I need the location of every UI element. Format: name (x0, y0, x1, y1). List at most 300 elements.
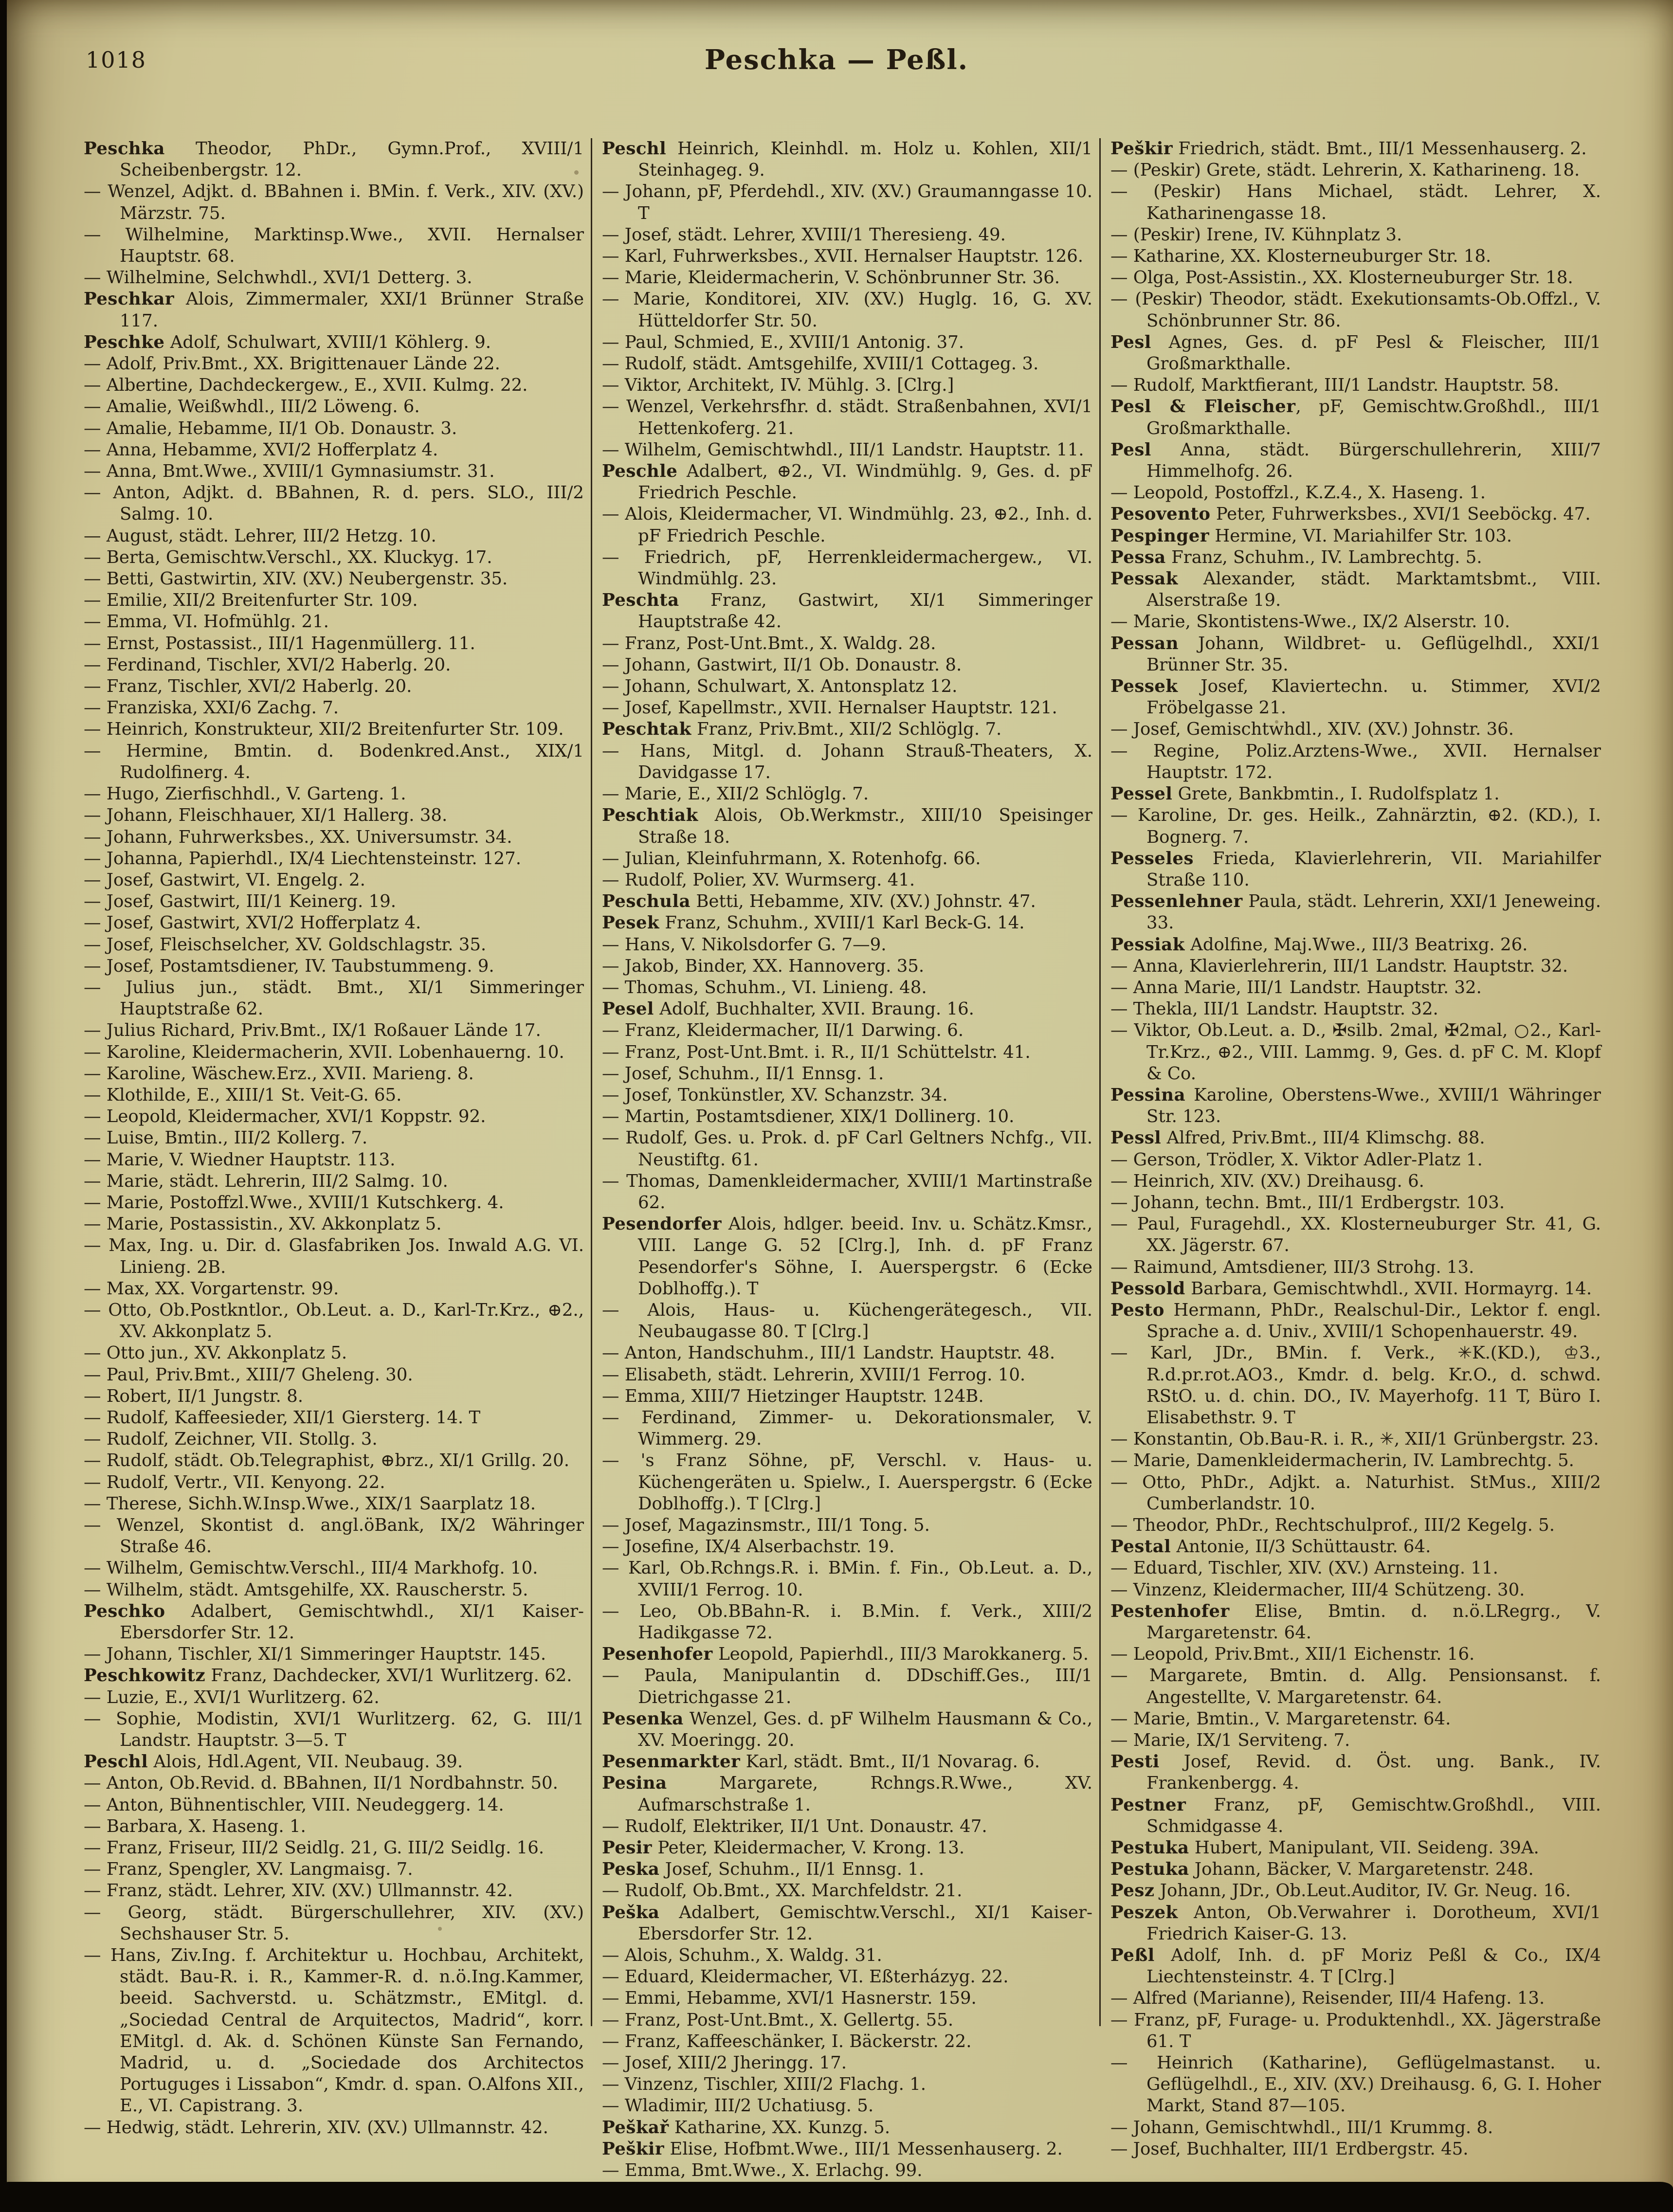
entry-text: Franz, Dachdecker, XVI/1 Wurlitzerg. 62. (211, 1666, 572, 1686)
directory-entry (602, 1127, 1092, 1170)
column-3-entries (1101, 138, 1608, 2160)
entry-text: Adalbert, ⊕2., VI. Windmühlg. 9, Ges. d. pF Friedrich Peschle. (638, 461, 1092, 503)
entry-text: Elise, Hofbmt.Wwe., III/1 Messenhauserg. 2. (670, 2139, 1063, 2159)
directory-entry (1110, 1085, 1601, 1127)
entry-text: — Marie, E., XII/2 Schlöglg. 7. (602, 784, 869, 804)
entry-text: — Amalie, Hebamme, II/1 Ob. Donaustr. 3. (84, 418, 457, 438)
entry-text: — Johann, Schulwart, X. Antonsplatz 12. (602, 676, 958, 697)
directory-entry (602, 633, 1092, 654)
directory-entry (1110, 267, 1601, 289)
directory-entry (1110, 1945, 1601, 1988)
entry-text: — Josef, Postamtsdiener, IV. Taubstummeng. 9. (84, 956, 494, 976)
directory-entry (84, 676, 584, 697)
directory-entry (84, 1708, 584, 1751)
entry-text: — Josef, Schuhm., II/1 Ennsg. 1. (602, 1063, 884, 1084)
directory-entry (602, 590, 1092, 633)
directory-entry (602, 1859, 1092, 1880)
entry-text: — Josef, Gastwirt, XVI/2 Hofferplatz 4. (84, 913, 421, 933)
directory-entry (602, 2031, 1092, 2052)
entry-headword: Pestenhofer (1110, 1601, 1230, 1621)
directory-entry (602, 1880, 1092, 1902)
directory-entry (602, 2160, 1092, 2181)
directory-entry (602, 396, 1092, 439)
directory-entry (602, 891, 1092, 912)
directory-entry (84, 439, 584, 461)
entry-text: — Karoline, Dr. ges. Heilk., Zahnärztin, ⊕2. (KD.), I. Bognerg. 7. (1110, 805, 1601, 847)
entry-text: — Karl, JDr., BMin. f. Verk., ✳K.(KD.), ♔3., R.d.pr.rot.AO3., Kmdr. d. belg. Kr.O., d. schwd. RStO. u. d. chin. DO., IV. Mayerhofg. 11 T, Büro I. Elisabethstr. 9. T (1110, 1343, 1601, 1428)
directory-entry (1110, 1859, 1601, 1880)
directory-entry (1110, 160, 1601, 181)
entry-text: — Max, Ing. u. Dir. d. Glasfabriken Jos. Inwald A.G. VI. Linieng. 2B. (84, 1235, 584, 1277)
entry-text: — (Peskir) Grete, städt. Lehrerin, X. Katharineng. 18. (1110, 160, 1580, 181)
directory-entry (602, 998, 1092, 1020)
entry-text: — Theodor, PhDr., Rechtschulprof., III/2 Kegelg. 5. (1110, 1515, 1555, 1535)
entry-text: — Marie, Kleidermacherin, V. Schönbrunner Str. 36. (602, 268, 1060, 288)
directory-entry (602, 289, 1092, 331)
directory-entry (84, 783, 584, 805)
directory-entry (1110, 1751, 1601, 1794)
entry-text: — Barbara, X. Haseng. 1. (84, 1816, 306, 1836)
entry-text: — Rudolf, Ob.Bmt., XX. Marchfeldstr. 21. (602, 1881, 963, 1901)
directory-entry (1110, 375, 1601, 396)
directory-entry (1110, 1127, 1601, 1149)
directory-entry (84, 1235, 584, 1278)
entry-text: — Georg, städt. Bürgerschullehrer, XIV. (XV.) Sechshauser Str. 5. (84, 1902, 584, 1944)
entry-headword: Pestner (1110, 1795, 1186, 1815)
entry-text: — Marie, Konditorei, XIV. (XV.) Huglg. 16, G. XV. Hütteldorfer Str. 50. (602, 289, 1092, 331)
entry-text: — Heinrich, XIV. (XV.) Dreihausg. 6. (1110, 1171, 1424, 1191)
entry-text: , pF, Gemischtw.Großhdl., III/1 Großmarkthalle. (1146, 397, 1601, 438)
entry-text: — Gerson, Trödler, X. Viktor Adler-Platz 1. (1110, 1149, 1483, 1170)
directory-entry (602, 719, 1092, 740)
entry-headword: Pestuka (1110, 1859, 1189, 1880)
entry-text: — Thomas, Schuhm., VI. Linieng. 48. (602, 977, 927, 997)
directory-entry (1110, 1988, 1601, 2009)
directory-entry (1110, 633, 1601, 676)
scan-edge-left (0, 0, 7, 2212)
directory-entry (602, 353, 1092, 375)
entry-text: Katharine, XX. Kunzg. 5. (674, 2117, 891, 2138)
directory-entry (1110, 1644, 1601, 1665)
directory-entry (602, 1816, 1092, 1837)
entry-text: — Karoline, Kleidermacherin, XVII. Lobenhauerng. 10. (84, 1042, 564, 1062)
directory-entry (602, 1773, 1092, 1815)
entry-text: Wenzel, Ges. d. pF Wilhelm Hausmann & Co., XV. Moeringg. 20. (638, 1708, 1092, 1751)
entry-text: — Josef, Gastwirt, III/1 Keinerg. 19. (84, 891, 397, 912)
directory-entry (1110, 1665, 1601, 1708)
entry-text: — Franz, städt. Lehrer, XIV. (XV.) Ullmannstr. 42. (84, 1881, 513, 1901)
entry-text: — Amalie, Weißwhdl., III/2 Löweng. 6. (84, 397, 420, 417)
directory-entry (84, 526, 584, 547)
directory-entry (1110, 998, 1601, 1020)
directory-entry (1110, 977, 1601, 998)
directory-entry (84, 1063, 584, 1085)
entry-text: — Alois, Schuhm., X. Waldg. 31. (602, 1945, 882, 1966)
entry-text: Frieda, Klavierlehrerin, VII. Mariahilfer Straße 110. (1146, 848, 1601, 890)
directory-entry (602, 1601, 1092, 1644)
entry-text: — Leopold, Kleidermacher, XVI/1 Koppstr. 92. (84, 1106, 486, 1127)
directory-entry (1110, 396, 1601, 439)
directory-entry (84, 633, 584, 654)
entry-text: — Otto, PhDr., Adjkt. a. Naturhist. StMus., XIII/2 Cumberlandstr. 10. (1110, 1472, 1601, 1514)
entry-headword: Pestuka (1110, 1838, 1189, 1858)
entry-text: Adolf, Schulwart, XVIII/1 Köhlerg. 9. (170, 332, 491, 352)
directory-entry (1110, 741, 1601, 783)
directory-entry (602, 1945, 1092, 1966)
entry-text: — Josef, Gastwirt, VI. Engelg. 2. (84, 870, 365, 890)
entry-text: — Olga, Post-Assistin., XX. Klosterneuburger Str. 18. (1110, 268, 1573, 288)
entry-text: — Anton, Ob.Revid. d. BBahnen, II/1 Nordbahnstr. 50. (84, 1773, 558, 1794)
entry-text: — Anna, Bmt.Wwe., XVIII/1 Gymnasiumstr. 31. (84, 461, 495, 482)
entry-text: Alois, Zimmermaler, XXI/1 Brünner Straße 117. (120, 289, 584, 331)
directory-entry (1110, 526, 1601, 547)
entry-text: Adolfine, Maj.Wwe., III/3 Beatrixg. 26. (1190, 934, 1528, 955)
entry-text: — Rudolf, Elektriker, II/1 Unt. Donaustr. 47. (602, 1816, 987, 1836)
directory-entry (602, 224, 1092, 246)
entry-text: — Leopold, Priv.Bmt., XII/1 Eichenstr. 16. (1110, 1644, 1475, 1665)
directory-entry (1110, 547, 1601, 568)
directory-entry (84, 1042, 584, 1063)
entry-text: — Vinzenz, Tischler, XIII/2 Flachg. 1. (602, 2074, 927, 2095)
column-2 (591, 138, 1099, 2181)
entry-text: — Wilhelm, städt. Amtsgehilfe, XX. Rauscherstr. 5. (84, 1579, 528, 1600)
directory-entry (1110, 439, 1601, 482)
directory-entry (84, 1902, 584, 1945)
directory-entry (1110, 1429, 1601, 1450)
entry-text: — Marie, Damenkleidermacherin, IV. Lambrechtg. 5. (1110, 1450, 1574, 1471)
entry-text: — Marie, V. Wiedner Hauptstr. 113. (84, 1149, 396, 1170)
entry-text: Heinrich, Kleinhdl. m. Holz u. Kohlen, XII/1 Steinhageg. 9. (638, 139, 1092, 181)
entry-text: Antonie, II/3 Schüttaustr. 64. (1176, 1537, 1431, 1557)
directory-entry (602, 956, 1092, 977)
entry-text: — Friedrich, pF, Herrenkleidermachergew., VI. Windmühlg. 23. (602, 547, 1092, 589)
entry-headword: Peschula (602, 891, 691, 912)
entry-text: — Heinrich (Katharine), Geflügelmastanst. u. Geflügelhdl., E., XIV. (XV.) Dreihausg. 6, G. I. Hoher Markt, Stand 87—105. (1110, 2053, 1601, 2116)
entry-text: — Hans, Mitgl. d. Johann Strauß-Theaters, X. Davidgasse 17. (602, 741, 1092, 782)
entry-headword: Pessina (1110, 1085, 1186, 1105)
directory-entry (84, 1880, 584, 1902)
directory-entry (1110, 1472, 1601, 1515)
entry-text: Franz, Schuhm., XVIII/1 Karl Beck-G. 14. (665, 913, 1025, 933)
directory-entry (84, 1859, 584, 1880)
entry-text: — Thekla, III/1 Landstr. Hauptstr. 32. (1110, 999, 1438, 1019)
directory-entry (1110, 2052, 1601, 2117)
entry-headword: Peschke (84, 332, 165, 352)
entry-text: — Wladimir, III/2 Uchatiusg. 5. (602, 2096, 874, 2116)
entry-text: Adalbert, Gemischtw.Verschl., XI/1 Kaiser-Ebersdorfer Str. 12. (638, 1902, 1092, 1944)
entry-text: — Elisabeth, städt. Lehrerin, XVIII/1 Ferrog. 10. (602, 1364, 1026, 1385)
entry-text: — Wilhelm, Gemischtw.Verschl., III/4 Markhofg. 10. (84, 1558, 538, 1578)
entry-text: — Marie, Bmtin., V. Margaretenstr. 64. (1110, 1708, 1451, 1729)
directory-entry (602, 1407, 1092, 1450)
entry-text: — 's Franz Söhne, pF, Verschl. v. Haus- u. Küchengeräten u. Spielw., I. Auerspergstr. 6 (Ecke Doblhoffg.). T [Clrg.] (602, 1450, 1092, 1514)
entry-headword: Pesz (1110, 1881, 1155, 1901)
entry-text: — Franz, Kaffeeschänker, I. Bäckerstr. 22. (602, 2031, 972, 2051)
entry-text: Karl, städt. Bmt., II/1 Novarag. 6. (746, 1752, 1040, 1772)
entry-text: — Marie, Postassistin., XV. Akkonplatz 5. (84, 1214, 442, 1234)
directory-entry (602, 1988, 1092, 2009)
directory-entry (84, 461, 584, 482)
directory-entry (602, 977, 1092, 998)
entry-text: — Raimund, Amtsdiener, III/3 Strohg. 13. (1110, 1257, 1474, 1277)
entry-headword: Pesel (602, 999, 654, 1019)
entry-headword: Pesendorfer (602, 1214, 722, 1234)
entry-text: — Johann, Gemischtwhdl., III/1 Krummg. 8. (1110, 2117, 1493, 2138)
entry-text: — Paul, Priv.Bmt., XIII/7 Gheleng. 30. (84, 1364, 413, 1385)
entry-headword: Pesl & Fleischer (1110, 397, 1296, 417)
directory-entry (84, 1300, 584, 1342)
directory-entry (1110, 783, 1601, 805)
directory-entry (602, 138, 1092, 181)
directory-entry (84, 1171, 584, 1192)
entry-text: Alois, Hdl.Agent, VII. Neubaug. 39. (153, 1752, 463, 1772)
entry-headword: Peschkowitz (84, 1666, 206, 1686)
entry-headword: Peschtiak (602, 805, 698, 826)
directory-entry (84, 138, 584, 181)
directory-entry (84, 870, 584, 891)
entry-text: — Wilhelm, Gemischtwhdl., III/1 Landstr. Hauptstr. 11. (602, 439, 1084, 460)
entry-text: Elise, Bmtin. d. n.ö.LRegrg., V. Margaretenstr. 64. (1146, 1601, 1601, 1643)
entry-text: — Rudolf, städt. Amtsgehilfe, XVIII/1 Cottageg. 3. (602, 354, 1039, 374)
entry-text: — Alois, Haus- u. Küchengerätegesch., VII. Neubaugasse 80. T [Clrg.] (602, 1300, 1092, 1342)
entry-headword: Peschle (602, 461, 678, 482)
entry-text: — Franziska, XXI/6 Zachg. 7. (84, 698, 339, 718)
directory-entry (84, 590, 584, 611)
directory-entry (84, 1795, 584, 1816)
directory-entry (84, 1579, 584, 1601)
directory-entry (84, 805, 584, 826)
entry-headword: Peschl (602, 139, 667, 159)
entry-text: — Viktor, Ob.Leut. a. D., ✠silb. 2mal, ✠2mal, ○2., Karl-Tr.Krz., ⊕2., VIII. Lammg. 9, Ges. d. pF C. M. Klopf & Co. (1110, 1020, 1601, 1084)
directory-entry (84, 1493, 584, 1515)
directory-entry (602, 1708, 1092, 1751)
directory-entry (1110, 138, 1601, 160)
page-header-row (0, 0, 1673, 97)
directory-entry (1110, 181, 1601, 224)
directory-entry (602, 2095, 1092, 2117)
directory-entry (84, 719, 584, 740)
entry-text: — Wenzel, Skontist d. angl.öBank, IX/2 Währinger Straße 46. (84, 1515, 584, 1557)
directory-entry (84, 1515, 584, 1558)
entry-headword: Peszek (1110, 1902, 1178, 1922)
directory-entry (84, 827, 584, 848)
entry-headword: Peschkar (84, 289, 175, 309)
directory-entry (84, 934, 584, 956)
entry-text: — Viktor, Architekt, IV. Mühlg. 3. [Clrg.] (602, 375, 954, 396)
directory-entry (84, 267, 584, 289)
directory-entry (84, 891, 584, 912)
entry-text: Johann, Bäcker, V. Margaretenstr. 248. (1194, 1859, 1534, 1880)
entry-text: — Anna Marie, III/1 Landstr. Hauptstr. 32. (1110, 977, 1482, 997)
entry-text: — Anna, Hebamme, XVI/2 Hofferplatz 4. (84, 439, 438, 460)
directory-entry (84, 289, 584, 331)
directory-entry (602, 1300, 1092, 1342)
entry-text: — Rudolf, städt. Ob.Telegraphist, ⊕brz., XI/1 Grillg. 20. (84, 1450, 570, 1471)
directory-entry (602, 783, 1092, 805)
directory-entry (602, 912, 1092, 934)
entry-text: — Franz, pF, Furage- u. Produktenhdl., XX. Jägerstraße 61. T (1110, 2010, 1601, 2051)
entry-text: — Ferdinand, Zimmer- u. Dekorationsmaler, V. Wimmerg. 29. (602, 1407, 1092, 1450)
directory-entry (602, 1515, 1092, 1536)
entry-headword: Pessa (1110, 547, 1166, 567)
entry-text: — Paul, Furagehdl., XX. Klosterneuburger Str. 41, G. XX. Jägerstr. 67. (1110, 1214, 1601, 1256)
directory-entry (602, 246, 1092, 267)
entry-text: — Franz, Kleidermacher, II/1 Darwing. 6. (602, 1020, 964, 1041)
directory-entry (84, 1558, 584, 1579)
directory-entry (602, 805, 1092, 848)
directory-entry (602, 504, 1092, 546)
entry-text: — Karl, Ob.Rchngs.R. i. BMin. f. Fin., Ob.Leut. a. D., XVIII/1 Ferrog. 10. (602, 1558, 1092, 1600)
directory-entry (1110, 1171, 1601, 1192)
directory-entry (1110, 224, 1601, 246)
directory-entry (1110, 1708, 1601, 1730)
directory-columns (84, 138, 1634, 2181)
entry-text: — Wilhelmine, Marktinsp.Wwe., XVII. Hernalser Hauptstr. 68. (84, 224, 584, 267)
entry-text: Alfred, Priv.Bmt., III/4 Klimschg. 88. (1166, 1128, 1485, 1148)
directory-entry (1110, 568, 1601, 611)
directory-entry (1110, 1192, 1601, 1214)
column-1 (84, 138, 591, 2138)
directory-entry (1110, 2117, 1601, 2139)
directory-entry (84, 1687, 584, 1708)
directory-entry (602, 267, 1092, 289)
directory-entry (602, 547, 1092, 590)
entry-text: Hermann, PhDr., Realschul-Dir., Lektor f. engl. Sprache a. d. Univ., XVIII/1 Schopenhauerstr. 49. (1146, 1300, 1601, 1342)
directory-entry (84, 848, 584, 870)
entry-text: Josef, Revid. d. Öst. ung. Bank., IV. Frankenbergg. 4. (1146, 1752, 1601, 1794)
entry-text: Alois, hdlger. beeid. Inv. u. Schätz.Kmsr., VIII. Lange G. 52 [Clrg.], Inh. d. pF Franz Pesendorfer's Söhne, I. Auerspergstr. 6 (Ecke Doblhoffg.). T (638, 1214, 1092, 1299)
entry-text: Theodor, PhDr., Gymn.Prof., XVIII/1 Scheibenbergstr. 12. (120, 139, 584, 181)
entry-headword: Peškir (602, 2139, 665, 2159)
entry-text: — Emma, Bmt.Wwe., X. Erlachg. 99. (602, 2160, 923, 2181)
entry-text: Franz, pF, Gemischtw.Großhdl., VIII. Schmidgasse 4. (1146, 1795, 1601, 1836)
entry-text: — August, städt. Lehrer, III/2 Hetzg. 10. (84, 526, 436, 546)
directory-entry (602, 676, 1092, 697)
entry-text: Peter, Fuhrwerksbes., XVI/1 Seeböckg. 47. (1216, 504, 1591, 525)
directory-entry (602, 332, 1092, 353)
entry-text: — Therese, Sichh.W.Insp.Wwe., XIX/1 Saarplatz 18. (84, 1493, 536, 1514)
directory-entry (602, 1106, 1092, 1127)
directory-entry (602, 1342, 1092, 1364)
entry-text: — Katharine, XX. Klosterneuburger Str. 18. (1110, 246, 1491, 267)
directory-entry (84, 1644, 584, 1665)
entry-text: — Paula, Manipulantin d. DDschiff.Ges., III/1 Dietrichgasse 21. (602, 1666, 1092, 1707)
directory-entry (84, 1192, 584, 1214)
entry-text: Leopold, Papierhdl., III/3 Marokkanerg. 5. (718, 1644, 1089, 1665)
entry-text: — Rudolf, Marktfierant, III/1 Landstr. Hauptstr. 58. (1110, 375, 1559, 396)
directory-entry (1110, 1902, 1601, 1945)
entry-headword: Peska (602, 1859, 660, 1880)
entry-text: — Luise, Bmtin., III/2 Kollerg. 7. (84, 1128, 368, 1148)
directory-entry (602, 1020, 1092, 1041)
page-number: 1018 (86, 47, 147, 73)
directory-entry (1110, 1278, 1601, 1300)
entry-text: — Klothilde, E., XIII/1 St. Veit-G. 65. (84, 1085, 402, 1105)
entry-text: — Josef, Tonkünstler, XV. Schanzstr. 34. (602, 1085, 948, 1105)
directory-entry (1110, 1149, 1601, 1171)
page-title: Peschka — Peßl. (704, 44, 969, 76)
directory-entry (84, 1773, 584, 1794)
entry-text: — Adolf, Priv.Bmt., XX. Brigittenauer Lände 22. (84, 354, 500, 374)
entry-text: — Franz, Friseur, III/2 Seidlg. 21, G. III/2 Seidlg. 16. (84, 1838, 545, 1858)
entry-headword: Peškař (602, 2117, 669, 2138)
entry-text: Anton, Ob.Verwahrer i. Dorotheum, XVI/1 Friedrich Kaiser-G. 13. (1146, 1902, 1601, 1944)
entry-text: — Rudolf, Polier, XV. Wurmserg. 41. (602, 870, 915, 890)
directory-entry (602, 375, 1092, 396)
directory-entry (602, 1171, 1092, 1214)
entry-text: — Otto, Ob.Postkntlor., Ob.Leut. a. D., Karl-Tr.Krz., ⊕2., XV. Akkonplatz 5. (84, 1300, 584, 1342)
entry-text: — Emma, XIII/7 Hietzinger Hauptstr. 124B. (602, 1386, 984, 1406)
entry-text: — Rudolf, Ges. u. Prok. d. pF Carl Geltners Nchfg., VII. Neustiftg. 61. (602, 1128, 1092, 1170)
entry-text: — Josefine, IX/4 Alserbachstr. 19. (602, 1537, 895, 1557)
directory-entry (602, 1837, 1092, 1859)
entry-text: — Rudolf, Zeichner, VII. Stollg. 3. (84, 1429, 378, 1450)
directory-entry (602, 1085, 1092, 1106)
entry-text: — Julius Richard, Priv.Bmt., IX/1 Roßauer Lände 17. (84, 1020, 541, 1041)
entry-headword: Pesti (1110, 1752, 1160, 1772)
directory-entry (84, 1106, 584, 1127)
directory-entry (602, 2117, 1092, 2139)
directory-entry (1110, 289, 1601, 331)
entry-text: Johann, Wildbret- u. Geflügelhdl., XXI/1 Brünner Str. 35. (1146, 633, 1601, 675)
directory-entry (602, 1536, 1092, 1558)
directory-entry (602, 1364, 1092, 1386)
directory-entry (1110, 805, 1601, 848)
entry-headword: Pesseles (1110, 848, 1194, 869)
entry-text: — Johann, Fuhrwerksbes., XX. Universumstr. 34. (84, 827, 512, 847)
entry-text: — Josef, XIII/2 Jheringg. 17. (602, 2053, 847, 2073)
paper-speck (574, 170, 579, 175)
entry-text: Paula, städt. Lehrerin, XXI/1 Jeneweing. 33. (1146, 891, 1601, 933)
entry-text: Peter, Kleidermacher, V. Krong. 13. (657, 1838, 965, 1858)
directory-entry (1110, 2010, 1601, 2052)
entry-text: — Marie, Skontistens-Wwe., IX/2 Alserstr. 10. (1110, 612, 1510, 632)
entry-text: — Julius jun., städt. Bmt., XI/1 Simmeringer Hauptstraße 62. (84, 977, 584, 1019)
entry-headword: Pesovento (1110, 504, 1211, 525)
directory-entry (602, 1644, 1092, 1665)
directory-entry (84, 375, 584, 396)
entry-text: Hermine, VI. Mariahilfer Str. 103. (1215, 526, 1512, 546)
entry-text: — Vinzenz, Kleidermacher, III/4 Schützeng. 30. (1110, 1579, 1525, 1600)
paper-speck (438, 1927, 442, 1931)
entry-text: — Franz, Tischler, XVI/2 Haberlg. 20. (84, 676, 412, 697)
directory-entry (602, 1450, 1092, 1515)
entry-headword: Pespinger (1110, 526, 1210, 546)
directory-entry (84, 977, 584, 1020)
entry-text: — Josef, städt. Lehrer, XVIII/1 Theresieng. 49. (602, 224, 1006, 245)
entry-text: — Rudolf, Kaffeesieder, XII/1 Giersterg. 14. T (84, 1407, 481, 1428)
entry-text: — Julian, Kleinfuhrmann, X. Rotenhofg. 66. (602, 848, 981, 869)
column-1-entries (84, 138, 591, 2139)
directory-entry (1110, 1300, 1601, 1342)
entry-headword: Pessiak (1110, 934, 1185, 955)
entry-text: — Martin, Postamtsdiener, XIX/1 Dollinerg. 10. (602, 1106, 1015, 1127)
entry-text: — Luzie, E., XVI/1 Wurlitzerg. 62. (84, 1687, 380, 1707)
directory-entry (1110, 719, 1601, 740)
entry-headword: Pesir (602, 1838, 653, 1858)
directory-entry (84, 1020, 584, 1041)
directory-entry (602, 934, 1092, 956)
directory-entry (84, 1601, 584, 1644)
entry-text: — Johanna, Papierhdl., IX/4 Liechtensteinstr. 127. (84, 848, 522, 869)
directory-entry (602, 1386, 1092, 1407)
directory-entry (84, 2117, 584, 2139)
entry-text: — Emilie, XII/2 Breitenfurter Str. 109. (84, 590, 418, 611)
entry-text: — Anton, Adjkt. d. BBahnen, R. d. pers. SLO., III/2 Salmg. 10. (84, 483, 584, 525)
entry-text: — Anton, Handschuhm., III/1 Landstr. Hauptstr. 48. (602, 1343, 1055, 1363)
directory-entry (84, 1450, 584, 1471)
entry-text: Anna, städt. Bürgerschullehrerin, XIII/7 Himmelhofg. 26. (1146, 439, 1601, 482)
